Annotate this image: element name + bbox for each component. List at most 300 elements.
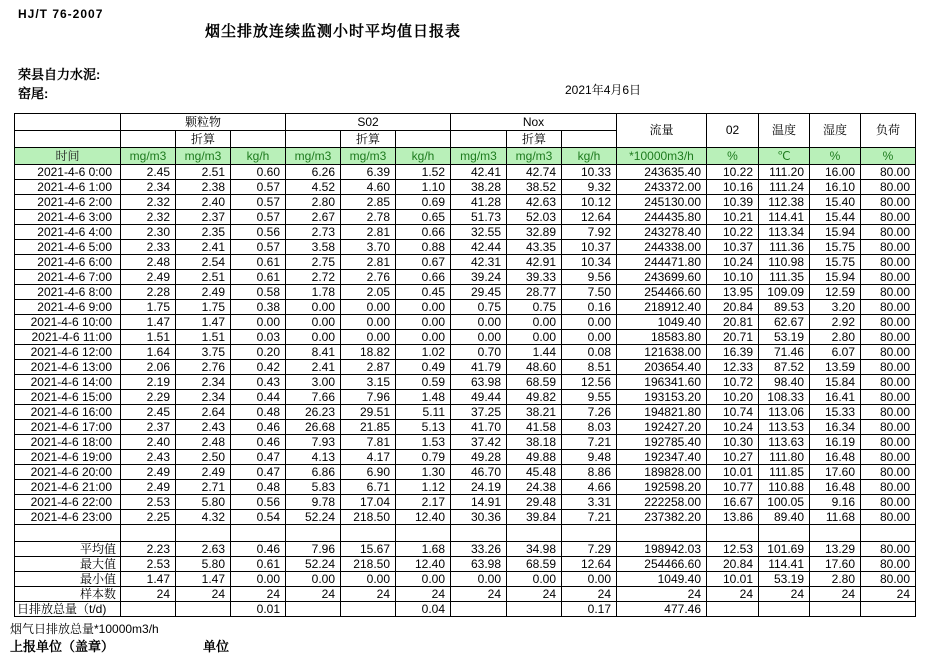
value-cell: 0.49 <box>396 360 451 375</box>
value-cell: 2.81 <box>341 255 396 270</box>
value-cell: 2.71 <box>176 480 231 495</box>
table-row <box>15 450 916 465</box>
table-row <box>15 420 916 435</box>
table-row <box>15 210 916 225</box>
summary-value-cell: 24 <box>286 587 341 602</box>
summary-value-cell: 33.26 <box>451 542 507 557</box>
value-cell: 222258.00 <box>617 495 707 510</box>
value-cell: 111.80 <box>759 450 810 465</box>
value-cell: 20.71 <box>707 330 759 345</box>
value-cell: 3.15 <box>341 375 396 390</box>
value-cell: 37.25 <box>451 405 507 420</box>
value-cell: 49.28 <box>451 450 507 465</box>
summary-label: 样本数 <box>15 587 121 602</box>
summary-value-cell: 80.00 <box>861 542 916 557</box>
value-cell: 10.16 <box>707 180 759 195</box>
value-cell: 111.20 <box>759 165 810 180</box>
value-cell: 0.00 <box>507 330 562 345</box>
summary-value-cell: 2.53 <box>121 557 176 572</box>
value-cell: 38.28 <box>451 180 507 195</box>
sub-header-blank <box>286 131 341 148</box>
value-cell: 18.82 <box>341 345 396 360</box>
summary-value-cell: 63.98 <box>451 557 507 572</box>
value-cell: 37.42 <box>451 435 507 450</box>
value-cell: 16.19 <box>810 435 861 450</box>
value-cell: 13.59 <box>810 360 861 375</box>
value-cell: 0.57 <box>231 210 286 225</box>
value-cell: 3.75 <box>176 345 231 360</box>
sub-header-blank <box>396 131 451 148</box>
value-cell: 2.49 <box>121 270 176 285</box>
value-cell: 1.75 <box>121 300 176 315</box>
value-cell: 2.17 <box>396 495 451 510</box>
summary-value-cell: 0.00 <box>507 572 562 587</box>
summary-value-cell: 2.23 <box>121 542 176 557</box>
summary-value-cell: 10.01 <box>707 572 759 587</box>
value-cell: 2.45 <box>121 405 176 420</box>
value-cell: 192598.20 <box>617 480 707 495</box>
value-cell: 3.70 <box>341 240 396 255</box>
value-cell: 17.04 <box>341 495 396 510</box>
value-cell: 0.70 <box>451 345 507 360</box>
value-cell: 80.00 <box>861 270 916 285</box>
summary-value-cell: 0.04 <box>396 602 451 617</box>
summary-value-cell: 1049.40 <box>617 572 707 587</box>
summary-value-cell: 34.98 <box>507 542 562 557</box>
value-cell: 16.41 <box>810 390 861 405</box>
value-cell: 2.49 <box>176 465 231 480</box>
column-header: 湿度 <box>810 114 861 148</box>
value-cell: 2.85 <box>341 195 396 210</box>
unit-header: kg/h <box>396 148 451 165</box>
spacer-row <box>15 525 916 542</box>
value-cell: 0.61 <box>231 270 286 285</box>
value-cell: 0.00 <box>396 330 451 345</box>
time-cell: 2021-4-6 9:00 <box>15 300 121 315</box>
value-cell: 0.00 <box>451 330 507 345</box>
value-cell: 15.84 <box>810 375 861 390</box>
summary-value-cell: 53.19 <box>759 572 810 587</box>
value-cell: 10.20 <box>707 390 759 405</box>
spacer-cell <box>562 525 617 542</box>
spacer-cell <box>451 525 507 542</box>
value-cell: 2.75 <box>286 255 341 270</box>
unit-header: % <box>810 148 861 165</box>
table-row <box>15 360 916 375</box>
time-cell: 2021-4-6 4:00 <box>15 225 121 240</box>
corner-cell <box>15 114 121 131</box>
value-cell: 87.52 <box>759 360 810 375</box>
value-cell: 0.47 <box>231 450 286 465</box>
table-row <box>15 240 916 255</box>
value-cell: 10.37 <box>562 240 617 255</box>
value-cell: 2.92 <box>810 315 861 330</box>
value-cell: 3.31 <box>562 495 617 510</box>
value-cell: 0.03 <box>231 330 286 345</box>
value-cell: 10.22 <box>707 165 759 180</box>
value-cell: 38.18 <box>507 435 562 450</box>
value-cell: 2.41 <box>286 360 341 375</box>
value-cell: 11.68 <box>810 510 861 525</box>
value-cell: 2.40 <box>176 195 231 210</box>
summary-row <box>15 542 916 557</box>
value-cell: 10.24 <box>707 420 759 435</box>
value-cell: 14.91 <box>451 495 507 510</box>
value-cell: 0.45 <box>396 285 451 300</box>
column-header: 02 <box>707 114 759 148</box>
time-cell: 2021-4-6 1:00 <box>15 180 121 195</box>
sub-header-blank <box>451 131 507 148</box>
value-cell: 2.28 <box>121 285 176 300</box>
value-cell: 80.00 <box>861 195 916 210</box>
unit-header: *10000m3/h <box>617 148 707 165</box>
time-cell: 2021-4-6 20:00 <box>15 465 121 480</box>
table-row <box>15 510 916 525</box>
summary-label: 日排放总量（t/d) <box>15 602 121 617</box>
value-cell: 0.08 <box>562 345 617 360</box>
summary-label: 平均值 <box>15 542 121 557</box>
value-cell: 80.00 <box>861 165 916 180</box>
value-cell: 0.00 <box>341 300 396 315</box>
value-cell: 0.00 <box>341 315 396 330</box>
value-cell: 1.53 <box>396 435 451 450</box>
value-cell: 244435.80 <box>617 210 707 225</box>
unit-header: ℃ <box>759 148 810 165</box>
table-row <box>15 270 916 285</box>
summary-value-cell: 52.24 <box>286 557 341 572</box>
value-cell: 2.34 <box>121 180 176 195</box>
value-cell: 68.59 <box>507 375 562 390</box>
value-cell: 2.41 <box>176 240 231 255</box>
summary-value-cell: 24 <box>707 587 759 602</box>
value-cell: 2.38 <box>176 180 231 195</box>
value-cell: 5.83 <box>286 480 341 495</box>
value-cell: 2.40 <box>121 435 176 450</box>
sub-header-blank <box>231 131 286 148</box>
value-cell: 0.00 <box>286 315 341 330</box>
summary-value-cell: 24 <box>176 587 231 602</box>
summary-value-cell: 0.00 <box>286 572 341 587</box>
spacer-cell <box>176 525 231 542</box>
time-cell: 2021-4-6 16:00 <box>15 405 121 420</box>
value-cell: 111.36 <box>759 240 810 255</box>
time-cell: 2021-4-6 0:00 <box>15 165 121 180</box>
standard-number: HJ/T 76-2007 <box>18 7 104 21</box>
flow-total-note: 烟气日排放总量*10000m3/h <box>10 622 159 636</box>
value-cell: 10.34 <box>562 255 617 270</box>
value-cell: 2.73 <box>286 225 341 240</box>
value-cell: 2.50 <box>176 450 231 465</box>
summary-value-cell <box>507 602 562 617</box>
value-cell: 0.00 <box>396 315 451 330</box>
value-cell: 39.84 <box>507 510 562 525</box>
value-cell: 6.07 <box>810 345 861 360</box>
summary-value-cell <box>341 602 396 617</box>
value-cell: 1.44 <box>507 345 562 360</box>
value-cell: 80.00 <box>861 495 916 510</box>
value-cell: 6.86 <box>286 465 341 480</box>
value-cell: 89.40 <box>759 510 810 525</box>
value-cell: 0.00 <box>286 300 341 315</box>
table-row <box>15 300 916 315</box>
spacer-cell <box>707 525 759 542</box>
value-cell: 15.40 <box>810 195 861 210</box>
value-cell: 15.44 <box>810 210 861 225</box>
summary-value-cell <box>810 602 861 617</box>
value-cell: 0.00 <box>396 300 451 315</box>
value-cell: 9.16 <box>810 495 861 510</box>
value-cell: 1.51 <box>176 330 231 345</box>
value-cell: 0.47 <box>231 465 286 480</box>
value-cell: 41.70 <box>451 420 507 435</box>
unit-header: mg/m3 <box>451 148 507 165</box>
value-cell: 243699.60 <box>617 270 707 285</box>
value-cell: 13.95 <box>707 285 759 300</box>
value-cell: 12.40 <box>396 510 451 525</box>
value-cell: 4.60 <box>341 180 396 195</box>
value-cell: 1.02 <box>396 345 451 360</box>
value-cell: 2.49 <box>176 285 231 300</box>
column-header: 负荷 <box>861 114 916 148</box>
value-cell: 16.67 <box>707 495 759 510</box>
value-cell: 2.45 <box>121 165 176 180</box>
value-cell: 244471.80 <box>617 255 707 270</box>
report-table <box>14 113 916 617</box>
value-cell: 2.34 <box>176 390 231 405</box>
summary-value-cell: 80.00 <box>861 557 916 572</box>
value-cell: 0.38 <box>231 300 286 315</box>
summary-value-cell: 15.67 <box>341 542 396 557</box>
value-cell: 28.77 <box>507 285 562 300</box>
value-cell: 0.61 <box>231 255 286 270</box>
table-header <box>15 114 916 165</box>
summary-value-cell: 2.63 <box>176 542 231 557</box>
value-cell: 38.52 <box>507 180 562 195</box>
value-cell: 43.35 <box>507 240 562 255</box>
summary-value-cell: 24 <box>810 587 861 602</box>
summary-row <box>15 557 916 572</box>
value-cell: 0.00 <box>507 315 562 330</box>
group-header: Nox <box>451 114 617 131</box>
value-cell: 193153.20 <box>617 390 707 405</box>
value-cell: 7.21 <box>562 435 617 450</box>
summary-value-cell: 0.46 <box>231 542 286 557</box>
table-row <box>15 285 916 300</box>
value-cell: 80.00 <box>861 315 916 330</box>
time-cell: 2021-4-6 18:00 <box>15 435 121 450</box>
sub-header-converted: 折算 <box>341 131 396 148</box>
value-cell: 0.16 <box>562 300 617 315</box>
table-row <box>15 195 916 210</box>
value-cell: 3.20 <box>810 300 861 315</box>
summary-value-cell: 24 <box>861 587 916 602</box>
summary-value-cell: 0.01 <box>231 602 286 617</box>
summary-value-cell: 477.46 <box>617 602 707 617</box>
value-cell: 15.94 <box>810 270 861 285</box>
summary-value-cell: 0.17 <box>562 602 617 617</box>
summary-value-cell: 0.00 <box>451 572 507 587</box>
value-cell: 0.56 <box>231 495 286 510</box>
value-cell: 0.57 <box>231 240 286 255</box>
value-cell: 9.48 <box>562 450 617 465</box>
value-cell: 2.37 <box>176 210 231 225</box>
value-cell: 10.21 <box>707 210 759 225</box>
value-cell: 5.13 <box>396 420 451 435</box>
table-row <box>15 180 916 195</box>
value-cell: 4.17 <box>341 450 396 465</box>
time-cell: 2021-4-6 12:00 <box>15 345 121 360</box>
value-cell: 2.19 <box>121 375 176 390</box>
value-cell: 16.48 <box>810 480 861 495</box>
summary-value-cell: 24 <box>451 587 507 602</box>
value-cell: 2.29 <box>121 390 176 405</box>
time-column-header: 时间 <box>15 148 121 165</box>
value-cell: 10.72 <box>707 375 759 390</box>
table-row <box>15 495 916 510</box>
value-cell: 29.51 <box>341 405 396 420</box>
value-cell: 2.80 <box>286 195 341 210</box>
value-cell: 10.77 <box>707 480 759 495</box>
value-cell: 80.00 <box>861 240 916 255</box>
summary-value-cell: 0.00 <box>231 572 286 587</box>
value-cell: 0.88 <box>396 240 451 255</box>
value-cell: 8.86 <box>562 465 617 480</box>
summary-row <box>15 572 916 587</box>
sub-header-converted: 折算 <box>507 131 562 148</box>
header-row-1 <box>15 114 916 131</box>
value-cell: 12.56 <box>562 375 617 390</box>
value-cell: 0.46 <box>231 435 286 450</box>
summary-value-cell: 24 <box>231 587 286 602</box>
value-cell: 0.48 <box>231 405 286 420</box>
value-cell: 10.22 <box>707 225 759 240</box>
unit-header: kg/h <box>562 148 617 165</box>
value-cell: 20.81 <box>707 315 759 330</box>
value-cell: 20.84 <box>707 300 759 315</box>
value-cell: 42.91 <box>507 255 562 270</box>
spacer-cell <box>861 525 916 542</box>
value-cell: 71.46 <box>759 345 810 360</box>
value-cell: 16.00 <box>810 165 861 180</box>
value-cell: 0.59 <box>396 375 451 390</box>
table-row <box>15 480 916 495</box>
value-cell: 2.06 <box>121 360 176 375</box>
value-cell: 7.21 <box>562 510 617 525</box>
summary-value-cell <box>707 602 759 617</box>
spacer-cell <box>396 525 451 542</box>
summary-value-cell: 0.61 <box>231 557 286 572</box>
value-cell: 1.30 <box>396 465 451 480</box>
value-cell: 80.00 <box>861 210 916 225</box>
value-cell: 15.33 <box>810 405 861 420</box>
value-cell: 0.56 <box>231 225 286 240</box>
value-cell: 0.48 <box>231 480 286 495</box>
value-cell: 0.20 <box>231 345 286 360</box>
value-cell: 2.76 <box>341 270 396 285</box>
value-cell: 80.00 <box>861 450 916 465</box>
value-cell: 32.55 <box>451 225 507 240</box>
value-cell: 3.58 <box>286 240 341 255</box>
value-cell: 12.33 <box>707 360 759 375</box>
value-cell: 2.37 <box>121 420 176 435</box>
value-cell: 0.66 <box>396 225 451 240</box>
value-cell: 4.66 <box>562 480 617 495</box>
summary-value-cell: 20.84 <box>707 557 759 572</box>
sub-header-converted: 折算 <box>176 131 231 148</box>
value-cell: 7.96 <box>341 390 396 405</box>
value-cell: 0.57 <box>231 195 286 210</box>
corner-cell <box>15 131 121 148</box>
value-cell: 80.00 <box>861 300 916 315</box>
value-cell: 80.00 <box>861 480 916 495</box>
value-cell: 194821.80 <box>617 405 707 420</box>
value-cell: 80.00 <box>861 405 916 420</box>
page-title: 烟尘排放连续监测小时平均值日报表 <box>205 23 462 40</box>
value-cell: 8.03 <box>562 420 617 435</box>
value-cell: 2.53 <box>121 495 176 510</box>
value-cell: 8.41 <box>286 345 341 360</box>
column-header: 温度 <box>759 114 810 148</box>
spacer-cell <box>617 525 707 542</box>
value-cell: 0.66 <box>396 270 451 285</box>
value-cell: 29.48 <box>507 495 562 510</box>
value-cell: 2.78 <box>341 210 396 225</box>
value-cell: 2.25 <box>121 510 176 525</box>
value-cell: 7.66 <box>286 390 341 405</box>
value-cell: 10.27 <box>707 450 759 465</box>
value-cell: 38.21 <box>507 405 562 420</box>
summary-label: 最小值 <box>15 572 121 587</box>
value-cell: 192785.40 <box>617 435 707 450</box>
value-cell: 10.33 <box>562 165 617 180</box>
summary-row <box>15 602 916 617</box>
value-cell: 6.71 <box>341 480 396 495</box>
unit-header: mg/m3 <box>286 148 341 165</box>
value-cell: 42.44 <box>451 240 507 255</box>
value-cell: 80.00 <box>861 390 916 405</box>
table-row <box>15 255 916 270</box>
units-row <box>15 148 916 165</box>
value-cell: 16.39 <box>707 345 759 360</box>
table-row <box>15 465 916 480</box>
sub-header-blank <box>121 131 176 148</box>
summary-value-cell: 254466.60 <box>617 557 707 572</box>
table-row <box>15 390 916 405</box>
value-cell: 3.00 <box>286 375 341 390</box>
value-cell: 10.30 <box>707 435 759 450</box>
value-cell: 15.75 <box>810 240 861 255</box>
value-cell: 5.80 <box>176 495 231 510</box>
value-cell: 243635.40 <box>617 165 707 180</box>
value-cell: 80.00 <box>861 180 916 195</box>
value-cell: 1.51 <box>121 330 176 345</box>
time-cell: 2021-4-6 5:00 <box>15 240 121 255</box>
value-cell: 1.75 <box>176 300 231 315</box>
value-cell: 18583.80 <box>617 330 707 345</box>
summary-value-cell: 24 <box>341 587 396 602</box>
value-cell: 15.94 <box>810 225 861 240</box>
value-cell: 0.57 <box>231 180 286 195</box>
summary-value-cell: 0.00 <box>341 572 396 587</box>
summary-value-cell: 218.50 <box>341 557 396 572</box>
time-cell: 2021-4-6 21:00 <box>15 480 121 495</box>
table-row <box>15 165 916 180</box>
value-cell: 10.01 <box>707 465 759 480</box>
summary-value-cell: 198942.03 <box>617 542 707 557</box>
value-cell: 0.75 <box>451 300 507 315</box>
summary-value-cell <box>286 602 341 617</box>
value-cell: 111.24 <box>759 180 810 195</box>
